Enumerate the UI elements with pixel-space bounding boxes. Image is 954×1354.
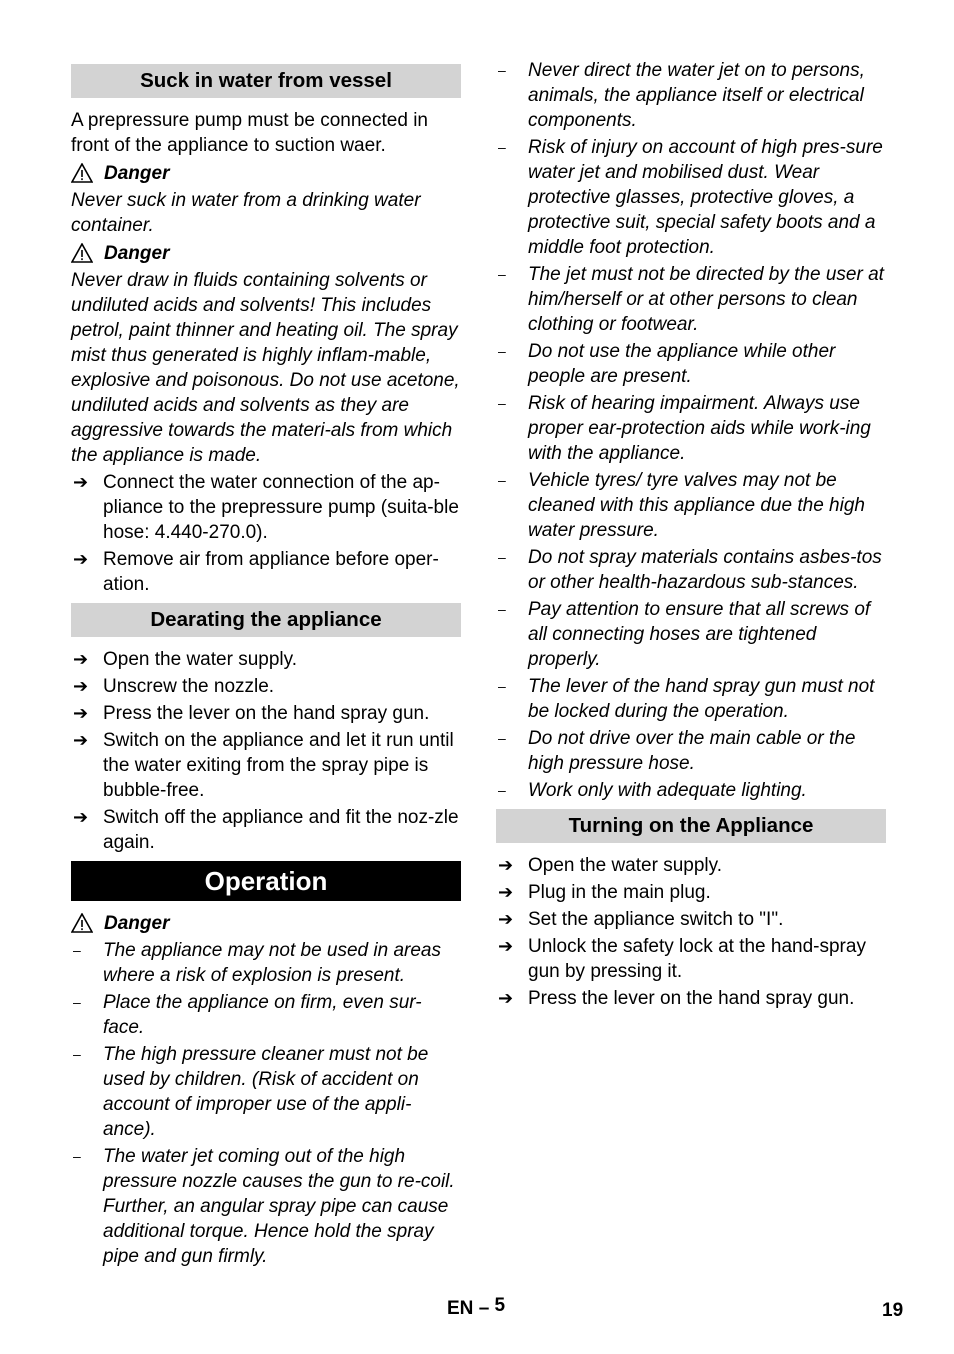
arrow-right-icon: ➔ — [498, 988, 514, 1008]
list-item: ➔ Connect the water connection of the ap-pliance to the prepressure pump (suita-ble hose: 4.440-270.0). — [73, 472, 459, 543]
list-item: ➔ Open the water supply. — [498, 855, 722, 876]
list-item: – Risk of hearing impairment. Always use proper ear-protection aids while work-ing with the appliance. — [498, 393, 871, 464]
danger-label: Danger — [104, 163, 170, 184]
list-item: ➔ Remove air from appliance before oper-ation. — [73, 549, 439, 595]
list-item: ➔ Switch off the appliance and fit the noz-zle again. — [73, 807, 459, 853]
list-item: – The lever of the hand spray gun must not be locked during the operation. — [498, 676, 875, 722]
dash-bullet: – — [73, 1046, 81, 1062]
footer-section-page: 5 — [494, 1295, 506, 1316]
dash-bullet: – — [73, 942, 81, 958]
page-number: 19 — [882, 1300, 904, 1321]
list-item: ➔ Switch on the appliance and let it run until the water exiting from the spray pipe is bubble-free. — [73, 730, 454, 801]
operation-safety-list — [71, 938, 461, 1269]
danger-text-1: Never suck in water from a drinking water container. — [71, 190, 421, 236]
list-item: – Do not spray materials contains asbes-tos or other health-hazardous sub-stances. — [498, 547, 882, 593]
dash-bullet: – — [498, 782, 506, 798]
chapter-heading-operation: Operation — [71, 861, 461, 901]
list-item: – The jet must not be directed by the user at him/herself or at other persons to clean clothing or footwear. — [498, 264, 884, 335]
dash-bullet: – — [498, 266, 506, 282]
dash-bullet: – — [498, 730, 506, 746]
danger-notice-2 — [71, 241, 461, 266]
list-item: ➔ Set the appliance switch to "I". — [498, 909, 784, 930]
turning-on-steps-list — [496, 853, 886, 1011]
arrow-right-icon: ➔ — [73, 703, 89, 723]
danger-label: Danger — [104, 243, 170, 264]
warning-triangle-icon — [71, 243, 95, 265]
operation-safety-list-continued — [496, 58, 886, 803]
arrow-right-icon: ➔ — [73, 676, 89, 696]
section-heading-suck-in-water: Suck in water from vessel — [71, 64, 461, 98]
list-item: ➔ Unscrew the nozzle. — [73, 676, 275, 697]
list-item: – The high pressure cleaner must not be used by children. (Risk of accident on account of improper use of the appli-ance). — [73, 1044, 429, 1140]
dash-bullet: – — [498, 62, 506, 78]
left-column — [71, 58, 461, 1271]
danger-label: Danger — [104, 913, 170, 934]
arrow-right-icon: ➔ — [73, 807, 89, 827]
dash-bullet: – — [498, 601, 506, 617]
dash-bullet: – — [498, 395, 506, 411]
arrow-right-icon: ➔ — [73, 649, 89, 669]
dash-bullet: – — [498, 343, 506, 359]
arrow-right-icon: ➔ — [498, 909, 514, 929]
list-item: – Risk of injury on account of high pres-sure water jet and mobilised dust. Wear protective glasses, protective gloves, a protective suit, special safety boots and a middle foot protection. — [498, 137, 883, 258]
list-item: – Do not drive over the main cable or the high pressure hose. — [498, 728, 856, 774]
dash-bullet: – — [498, 139, 506, 155]
arrow-right-icon: ➔ — [498, 882, 514, 902]
list-item: – The appliance may not be used in areas where a risk of explosion is present. — [73, 940, 441, 986]
arrow-right-icon: ➔ — [73, 730, 89, 750]
right-column — [496, 58, 886, 1013]
danger-notice-1 — [71, 161, 461, 186]
list-item: ➔ Press the lever on the hand spray gun. — [498, 988, 855, 1009]
dearating-steps-list — [71, 647, 461, 855]
warning-triangle-icon — [71, 913, 95, 935]
suck-steps-list — [71, 470, 461, 597]
danger-notice-3 — [71, 911, 461, 936]
danger-text-2: Never draw in fluids containing solvents or undiluted acids and solvents! This includes petrol, paint thinner and heating oil. The spray mist thus generated is highly inflam-mable, explosive and poisonous. Do not use acetone, undiluted acids and solvents as they are aggressive towards the materi-als from which the appliance is made. — [71, 270, 460, 466]
footer-separator: – — [478, 1298, 490, 1319]
section-heading-dearating: Dearating the appliance — [71, 603, 461, 637]
warning-triangle-icon — [71, 163, 95, 185]
list-item: – Pay attention to ensure that all screws of all connecting hoses are tightened properly. — [498, 599, 871, 670]
footer-lang: EN — [447, 1298, 474, 1319]
dash-bullet: – — [498, 549, 506, 565]
arrow-right-icon: ➔ — [73, 472, 89, 492]
dash-bullet: – — [498, 472, 506, 488]
suck-intro-paragraph: A prepressure pump must be connected in front of the appliance to suction waer. — [71, 110, 428, 156]
list-item: ➔ Press the lever on the hand spray gun. — [73, 703, 430, 724]
list-item: – Never direct the water jet on to persons, animals, the appliance itself or electrical components. — [498, 60, 865, 131]
list-item: – Vehicle tyres/ tyre valves may not be cleaned with this appliance due the high water pressure. — [498, 470, 865, 541]
dash-bullet: – — [73, 1148, 81, 1164]
list-item: – Do not use the appliance while other people are present. — [498, 341, 836, 387]
arrow-right-icon: ➔ — [498, 855, 514, 875]
arrow-right-icon: ➔ — [498, 936, 514, 956]
arrow-right-icon: ➔ — [73, 549, 89, 569]
dash-bullet: – — [73, 994, 81, 1010]
list-item: – Place the appliance on firm, even sur-face. — [73, 992, 422, 1038]
list-item: ➔ Plug in the main plug. — [498, 882, 711, 903]
list-item: – Work only with adequate lighting. — [498, 780, 807, 801]
list-item: ➔ Unlock the safety lock at the hand-spray gun by pressing it. — [498, 936, 866, 982]
list-item: ➔ Open the water supply. — [73, 649, 297, 670]
dash-bullet: – — [498, 678, 506, 694]
section-heading-turning-on: Turning on the Appliance — [496, 809, 886, 843]
footer-section-label — [447, 1296, 505, 1321]
list-item: – The water jet coming out of the high pressure nozzle causes the gun to re-coil. Further, an angular spray pipe can cause additional torque. Hence hold the spray pipe and gun firmly. — [73, 1146, 455, 1267]
